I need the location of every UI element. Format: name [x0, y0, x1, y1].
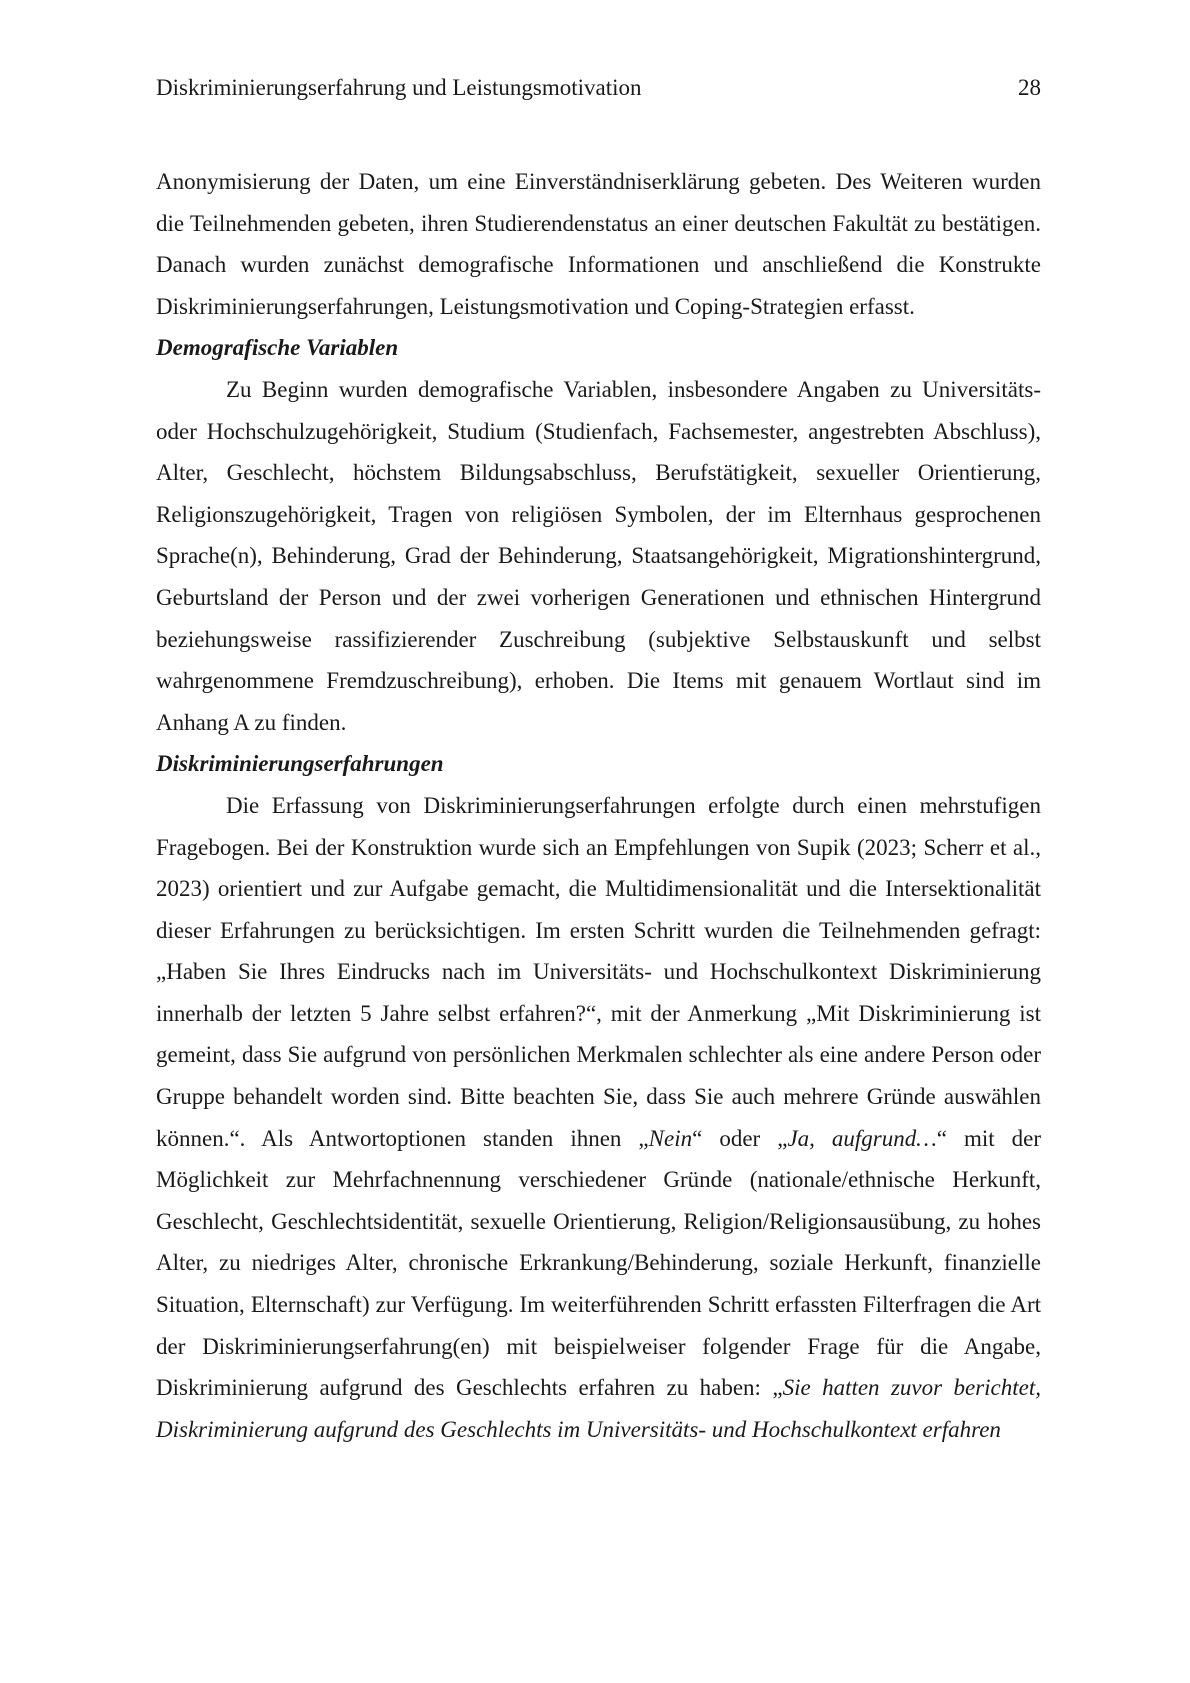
paragraph-discrimination: [156, 785, 1041, 1451]
option-no: Nein: [648, 1125, 693, 1151]
paragraph-demographics: Zu Beginn wurden demografische Variablen, insbesondere Angaben zu Universitäts- oder Hochschulzugehörigkeit, Studium (Studienfach, Fachsemester, angestrebten Abschluss), Alter, Geschlecht, höchstem Bildungsabschluss, Berufstätigkeit, sexueller Orientierung, Religionszugehörigkeit, Tragen von religiösen Symbolen, der im Elternhaus gesprochenen Sprache(n), Behinderung, Grad der Behinderung, Staatsangehörigkeit, Migrationshintergrund, Geburtsland der Person und der zwei vorherigen Generationen und ethnischen Hintergrund beziehungsweise rassifizierender Zuschreibung (subjektive Selbstauskunft und selbst wahrgenommene Fremdzuschreibung), erhoben. Die Items mit genauem Wortlaut sind im Anhang A zu finden.: [156, 376, 1041, 735]
paragraph-continuation: Anonymisierung der Daten, um eine Einverständniserklärung gebeten. Des Weiteren wurden die Teilnehmenden gebeten, ihren Studierendenstatus an einer deutschen Fakultät zu bestätigen. Danach wurden zunächst demografische Informationen und anschließend die Konstrukte Diskriminierungserfahrungen, Leistungsmotivation und Coping-Strategien erfasst.: [156, 169, 1041, 319]
section-heading-demographics: Demografische Variablen: [156, 335, 399, 361]
page-number: 28: [1018, 75, 1041, 100]
body-text: [156, 161, 1041, 1450]
running-head-title: Diskriminierungserfahrung und Leistungsmotivation: [156, 75, 642, 100]
running-head: [156, 72, 1041, 104]
italic-quote: Sie hatten zuvor berichtet, Diskriminierung aufgrund des Geschlechts im Universitäts- und Hochschulkontext erfahren: [156, 1375, 1041, 1442]
text-segment: “ mit der Möglichkeit zur Mehrfachnennung verschiedener Gründe (nationale/ethnische Herkunft, Geschlecht, Geschlechtsidentität, sexuelle Orientierung, Religion/Religionsausübung, zu hohes Alter, zu niedriges Alter, chronische Erkrankung/Behinderung, soziale Herkunft, finanzielle Situation, Elternschaft) zur Verfügung. Im weiterführenden Schritt erfassten Filterfragen die Art der Diskriminierungserfahrung(en) mit beispielweiser folgender Frage für die Angabe, Diskriminierung aufgrund des Geschlechts erfahren zu haben: „: [156, 1125, 1042, 1401]
text-segment: Die Erfassung von Diskriminierungserfahrungen erfolgte durch einen mehrstufigen Fragebogen. Bei der Konstruktion wurde sich an Empfehlungen von Supik (2023; Scherr et al., 2023) orientiert und zur Aufgabe gemacht, die Multidimensionalität und die Intersektionalität dieser Erfahrungen zu berücksichtigen. Im ersten Schritt wurden die Teilnehmenden gefragt: „Haben Sie Ihres Eindrucks nach im Universitäts- und Hochschulkontext Diskriminierung innerhalb der letzten 5 Jahre selbst erfahren?“, mit der Anmerkung „Mit Diskriminierung ist gemeint, dass Sie aufgrund von persönlichen Merkmalen schlechter als eine andere Person oder Gruppe behandelt worden sind. Bitte beachten Sie, dass Sie auch mehrere Gründe auswählen können.“. Als Antwortoptionen standen ihnen „: [156, 792, 1041, 1151]
option-yes: Ja, aufgrund…: [787, 1125, 937, 1151]
section-heading-discrimination: Diskriminierungserfahrungen: [156, 751, 444, 777]
text-segment: “ oder „: [692, 1125, 788, 1151]
